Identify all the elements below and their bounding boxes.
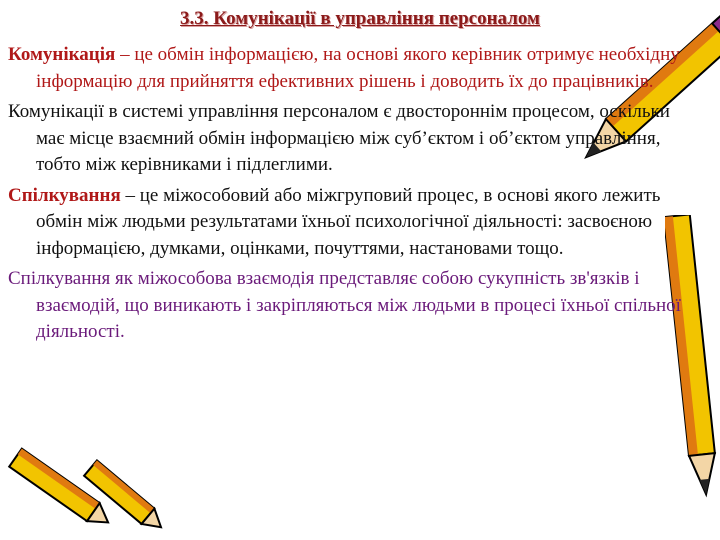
paragraph-two-way-process: Комунікації в системі управління персоналом є двостороннім процесом, оскільки має місце взаємний обмін інформацією між суб’єктом і об’єктом управління, тобто між керівниками і підлеглими. (8, 101, 670, 175)
term-communication: Комунікація (8, 44, 116, 65)
definition-text: – це обмін інформацією, на основі якого керівник отримує необхідну інформацію для прийняття ефективних рішень і доводить їх до працівників. (36, 44, 680, 92)
paragraph-interpersonal: Спілкування як міжособова взаємодія представляє собою сукупність зв'язків і взаємодій, що виникають і закріпляються між людьми в процесі їхньої спільної діяльності. (8, 268, 681, 342)
term-interaction: Спілкування (8, 184, 121, 206)
definition-communication (8, 42, 698, 95)
slide-content (8, 42, 698, 350)
definition-interaction (8, 183, 698, 263)
pencil-icon (75, 455, 175, 540)
definition-text: – це міжособовий або міжгруповий процес, в основі якого лежить обмін між людьми результатами їхньої психологічної діяльності: засвоєною інформацією, думками, оцінками, почуттями, настановами тощо. (36, 184, 661, 259)
slide-title: 3.3. Комунікації в управління персоналом (180, 8, 540, 29)
